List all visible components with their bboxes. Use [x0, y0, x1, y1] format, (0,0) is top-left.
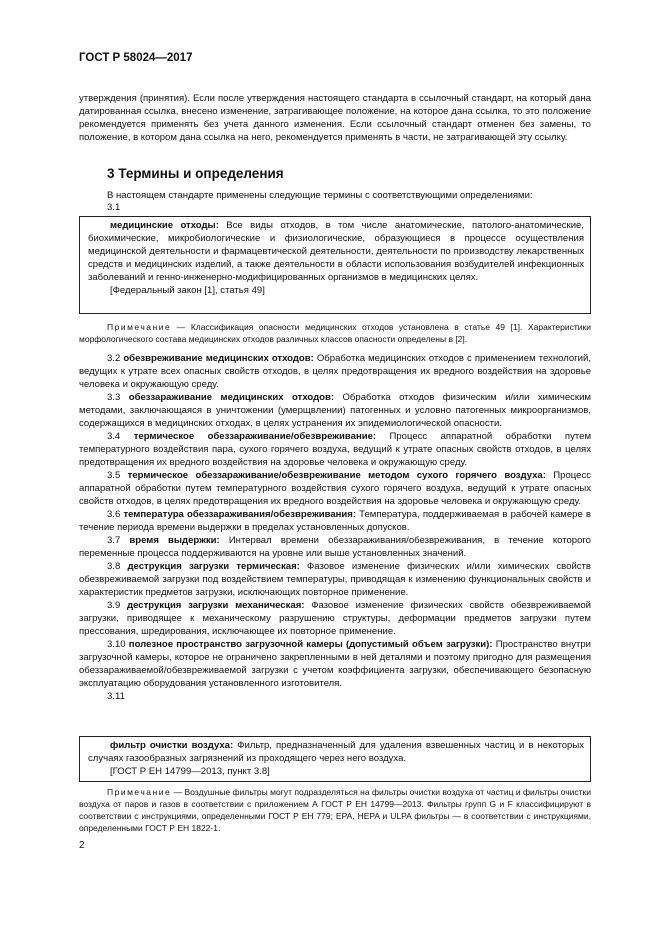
term-3-6 — [79, 508, 591, 534]
term-3-3 — [79, 391, 591, 430]
term-3-1-paragraph — [88, 219, 584, 284]
note-2-label: Примечание — [107, 787, 172, 797]
term-name: термическое обеззараживание/обезвреживание: — [133, 431, 377, 442]
note-1-paragraph — [79, 321, 591, 345]
term-name: температура обеззараживания/обезвреживания: — [123, 509, 357, 520]
term-3-1-number: 3.1 — [107, 202, 121, 213]
note-2-text: — Воздушные фильтры могут подразделяться на фильтры очистки воздуха от частиц и фильтры очистки воздуха от паров и газов в соответствии с приложением А ГОСТ Р ЕН 14799—2013. Фильтры групп G и F классифицируют в соответствии с инструкциями, определенными ГОСТ Р ЕН 779; EPA, HEPA и ULPA фильтры — в соответствии с инструкциями, определенными ГОСТ Р ЕН 1822-1. — [79, 787, 591, 833]
intro-text: утверждения (принятия). Если после утверждения настоящего стандарта в ссылочный стандарт, на который дана датированная ссылка, внесено изменение, затрагивающее положение, на которое дана ссылка, то это положение рекомендуется применять без учета данного изменения. Если ссылочный стандарт отменен без замены, то положение, в котором дана ссылка на него, рекомендуется применять в части, не затрагивающей эту ссылку. — [79, 93, 591, 143]
intro-paragraph — [79, 92, 591, 144]
term-number: 3.10 — [107, 639, 126, 650]
term-number: 3.6 — [107, 509, 121, 520]
term-3-11-paragraph — [88, 739, 584, 765]
term-number: 3.9 — [107, 600, 121, 611]
term-name: деструкция загрузки механическая: — [127, 600, 305, 611]
term-name: обезвреживание медицинских отходов: — [123, 353, 314, 364]
term-number: 3.7 — [107, 535, 121, 546]
section-lead: В настоящем стандарте применены следующие термины с соответствующими определениями: — [107, 190, 533, 201]
term-definition: Обработка отходов физическим и/или химическим методами, заключающаяся в уничтожении (умерщвлении) патогенных и условно патогенных микроорганизмов, содержащихся в медицинских отходах, в целях устранения их эпидемиологической опасности. — [79, 392, 591, 429]
term-name: термическое обеззараживание/обезвреживание методом сухого горячего воздуха: — [127, 470, 546, 481]
term-3-1-box — [79, 216, 591, 314]
term-3-1-source: [Федеральный закон [1], статья 49] — [110, 285, 265, 296]
note-1 — [79, 321, 591, 345]
term-name: полезное пространство загрузочной камеры (допустимый объем загрузки): — [128, 639, 493, 650]
term-name: обеззараживание медицинских отходов: — [128, 392, 335, 403]
section-title: 3 Термины и определения — [107, 166, 284, 181]
section-lead-block — [79, 189, 591, 202]
term-3-9 — [79, 599, 591, 638]
page-number: 2 — [79, 840, 85, 851]
note-1-label: Примечание — [107, 322, 172, 332]
document-header: ГОСТ Р 58024—2017 — [79, 52, 193, 64]
term-3-10 — [79, 638, 591, 690]
term-3-11-box — [79, 736, 591, 782]
term-definition: Интервал времени обеззараживания/обезвреживания, в течение которого переменные процесса поддерживаются на уровне или выше установленных значений. — [79, 535, 591, 559]
term-definition: Фазовое изменение физических свойств обезвреживаемой загрузки, приводящее к механическому разрушению структуры, деформации предметов загрузки путем прессования, шредирования, исключающее их повторное применение. — [79, 600, 592, 637]
terms-list — [79, 352, 591, 703]
term-3-8 — [79, 560, 591, 599]
term-number: 3.4 — [107, 431, 121, 442]
term-definition: Процесс аппаратной обработки путем температурного воздействия пара, сухого горячего воздуха, ведущий к утрате опасных свойств отходов, в целях предотвращения их вредного воздействия на здоровье человека и окружающую среду. — [79, 431, 592, 468]
term-definition: Фазовое изменение физических и/или химических свойств обезвреживаемой загрузки под воздействием температуры, приводящая к изменению функциональных свойств и характеристик предметов загрузки, исключающих повторное применение. — [79, 561, 591, 598]
note-2-paragraph — [79, 786, 591, 834]
term-3-11-number: 3.11 — [107, 691, 125, 702]
term-name: деструкция загрузки термическая: — [127, 561, 300, 572]
term-number: 3.2 — [107, 353, 121, 364]
term-name: время выдержки: — [129, 535, 220, 546]
term-3-2 — [79, 352, 591, 391]
term-number: 3.8 — [107, 561, 121, 572]
note-1-text: — Классификация опасности медицинских отходов установлена в статье 49 [1]. Характеристики морфологического состава медицинских отходов различных классов опасности определены в [2]. — [79, 322, 591, 344]
term-3-5 — [79, 469, 591, 508]
term-definition: Температура, поддерживаемая в рабочей камере в течение периода времени выдержки в пределах установленных допусков. — [79, 509, 591, 533]
term-definition: Процесс аппаратной обработки путем температурного воздействия сухого горячего воздуха, ведущий к утрате опасных свойств отходов, в целях предотвращения их вредного воздействия на здоровье человека и окружающую среду. — [79, 470, 591, 507]
note-2 — [79, 786, 591, 834]
term-3-1-term: медицинские отходы: — [110, 220, 219, 231]
term-3-7 — [79, 534, 591, 560]
term-3-11-definition: Фильтр, предназначенный для удаления взвешенных частиц и в некоторых случаях газообразных загрязнений из проходящего через него воздуха. — [88, 740, 584, 764]
term-3-1-definition: Все виды отходов, в том числе анатомические, патолого-анатомические, биохимические, микробиологические и физиологические, образующиеся в процессе осуществления медицинской деятельности и фармацевтической деятельности, деятельности по производству лекарственных средств и медицинских изделий, а также деятельности в области использования возбудителей инфекционных заболеваний и генно-инженерно-модифицированных организмов в медицинских целях. — [88, 220, 585, 283]
term-definition: Пространство внутри загрузочной камеры, которое не ограничено закрепленными в ней деталями и поэтому пригодно для размещения обеззараживаемой/обезвреживаемой загрузки с учетом коэффициента загрузки, обеспечивающего безопасную эксплуатацию оборудования установленного изготовителя. — [79, 639, 591, 689]
term-number: 3.5 — [107, 470, 121, 481]
term-3-11-term: фильтр очистки воздуха: — [110, 740, 234, 751]
term-3-4 — [79, 430, 591, 469]
term-3-11-source: [ГОСТ Р ЕН 14799—2013, пункт 3.8] — [110, 766, 270, 777]
term-definition: Обработка медицинских отходов с применением технологий, ведущих к утрате всех опасных свойств отходов, в целях предотвращения их вредного воздействия на здоровье человека и окружающую среду. — [79, 353, 591, 390]
term-number: 3.3 — [107, 392, 121, 403]
